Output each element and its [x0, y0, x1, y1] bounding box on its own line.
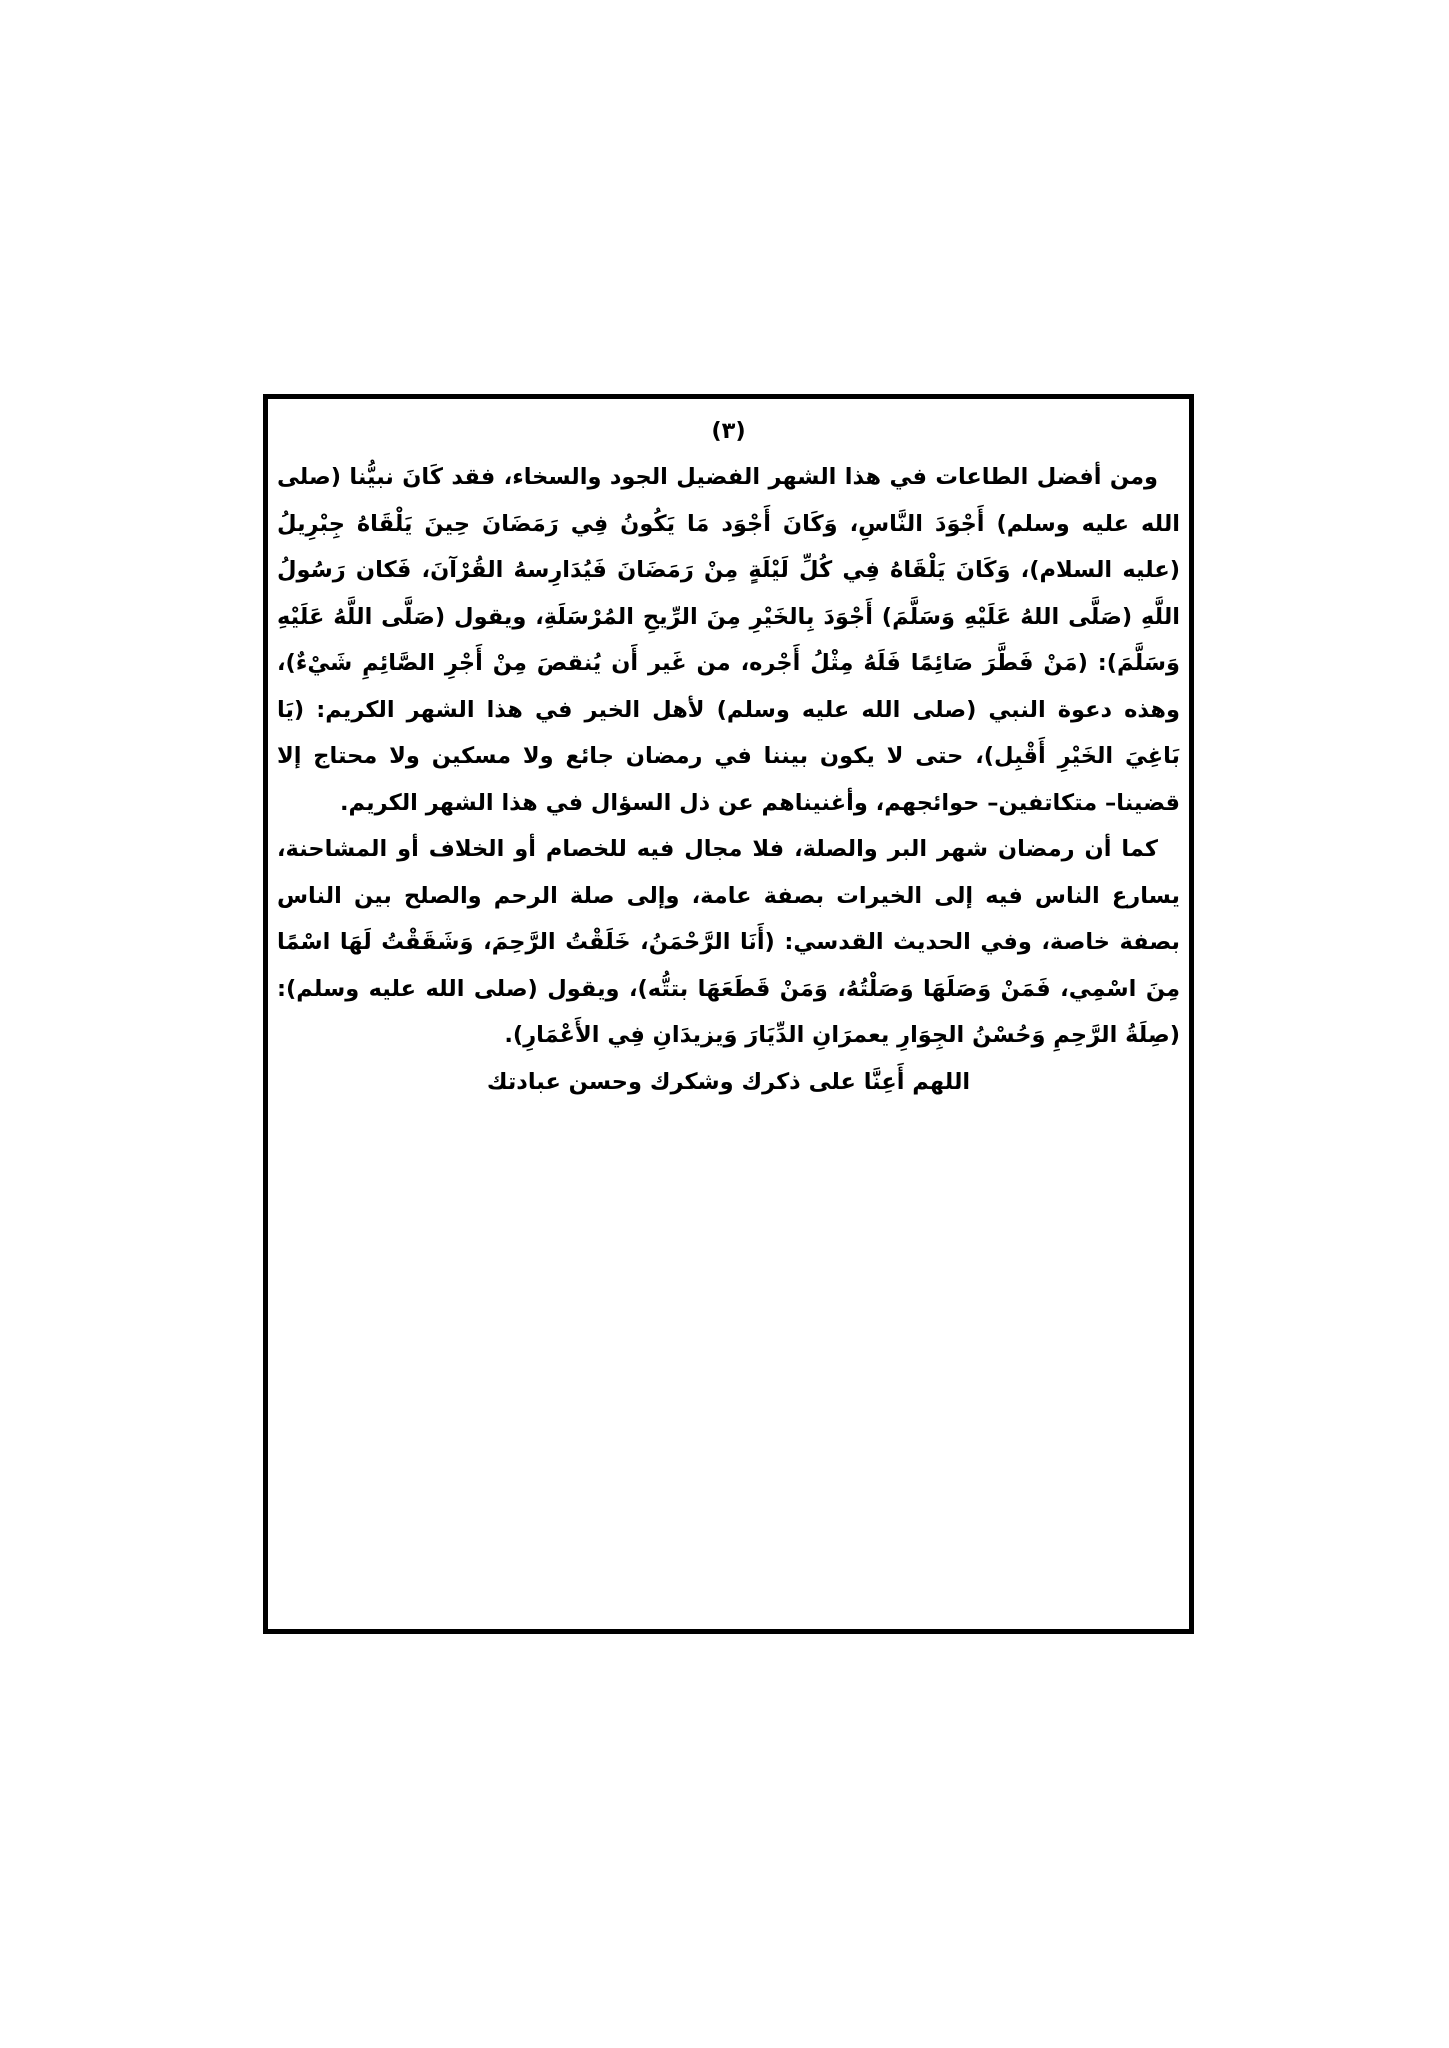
closing-supplication: اللهم أَعِنَّا على ذكرك وشكرك وحسن عبادتك: [486, 1068, 971, 1095]
page-number: (٣): [711, 418, 746, 444]
paragraph-1: [277, 454, 1180, 826]
document-body: [277, 408, 1180, 1105]
paragraph-2-text: كما أن رمضان شهر البر والصلة، فلا مجال فيه للخصام أو الخلاف أو المشاحنة، يسارع الناس فيه إلى الخيرات بصفة عامة، وإلى صلة الرحم والصلح بين الناس بصفة خاصة، وفي الحديث القدسي: (أَنَا الرَّحْمَنُ، خَلَقْتُ الرَّحِمَ، وَشَقَقْتُ لَهَا اسْمًا مِنَ اسْمِي، فَمَنْ وَصَلَهَا وَصَلْتُهُ، وَمَنْ قَطَعَهَا بتتُّه)، ويقول (صلى الله عليه وسلم): (صِلَةُ الرَّحِمِ وَحُسْنُ الجِوَارِ يعمرَانِ الدِّيَارَ وَيزيدَانِ فِي الأَعْمَارِ).: [277, 836, 1180, 1048]
paragraph-2: [277, 826, 1180, 1059]
paragraph-1-text: ومن أفضل الطاعات في هذا الشهر الفضيل الجود والسخاء، فقد كَانَ نبيُّنا (صلى الله عليه وسلم) أَجْوَدَ النَّاسِ، وَكَانَ أَجْوَد مَا يَكُونُ فِي رَمَضَانَ حِينَ يَلْقَاهُ جِبْرِيلُ (عليه السلام)، وَكَانَ يَلْقَاهُ فِي كُلِّ لَيْلَةٍ مِنْ رَمَضَانَ فَيُدَارِسهُ القُرْآنَ، فَكان رَسُولُ اللَّهِ (صَلَّى اللهُ عَلَيْهِ وَسَلَّمَ) أَجْوَدَ بِالخَيْرِ مِنَ الرِّيحِ المُرْسَلَةِ، ويقول (صَلَّى اللَّهُ عَلَيْهِ وَسَلَّمَ): (مَنْ فَطَّرَ صَائِمًا فَلَهُ مِثْلُ أَجْره، من غَير أَن يُنقصَ مِنْ أَجْرِ الصَّائِمِ شَيْءٌ)، وهذه دعوة النبي (صلى الله عليه وسلم) لأهل الخير في هذا الشهر الكريم: (يَا بَاغِيَ الخَيْرِ أَقْبِل)، حتى لا يكون بيننا في رمضان جائع ولا مسكين ولا محتاج إلا قضينا– متكاتفين– حوائجهم، وأغنيناهم عن ذل السؤال في هذا الشهر الكريم.: [277, 464, 1180, 816]
